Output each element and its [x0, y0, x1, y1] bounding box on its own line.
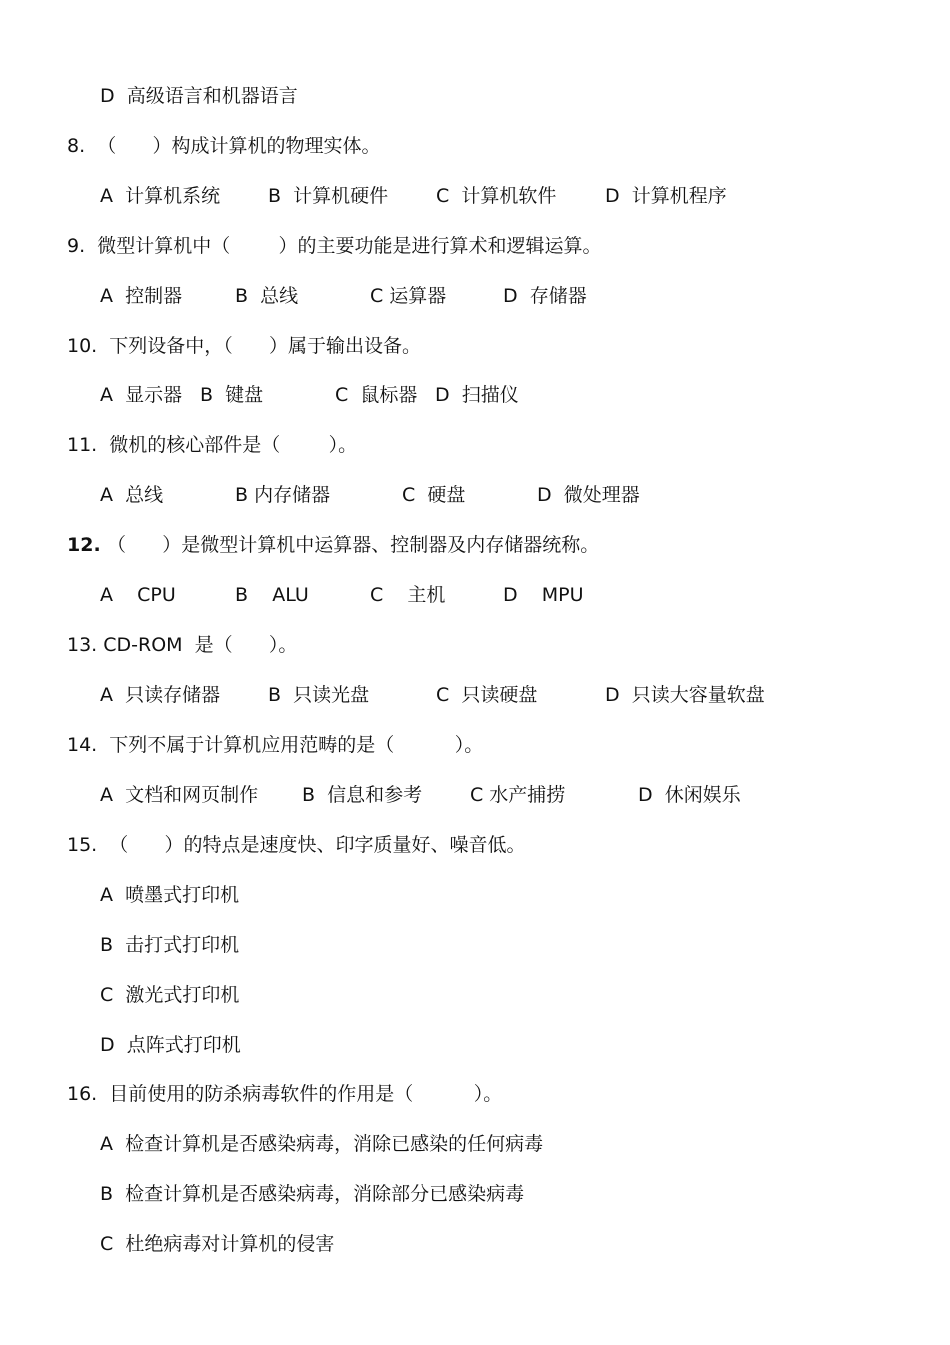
option-d: D 计算机程序 — [605, 185, 727, 207]
option-a: A 只读存储器 — [100, 684, 221, 706]
question-8-options — [100, 183, 727, 209]
option-c: C 运算器 — [370, 285, 447, 307]
question-number: 12. — [67, 534, 101, 556]
option-line — [100, 83, 298, 109]
option-d — [100, 1032, 241, 1058]
option-d: D 存储器 — [503, 285, 587, 307]
option-c: C 硬盘 — [402, 484, 466, 506]
question-14 — [67, 732, 484, 758]
option-a: A CPU — [100, 584, 176, 606]
option-a — [100, 882, 240, 908]
question-12 — [67, 532, 600, 558]
question-10 — [67, 333, 422, 359]
question-text: 16. 目前使用的防杀病毒软件的作用是（ ）。 — [67, 1083, 503, 1105]
option-text: B 击打式打印机 — [100, 934, 240, 956]
option-c: C 水产捕捞 — [470, 784, 566, 806]
option-b: B 键盘 — [200, 384, 264, 406]
option-c — [100, 1231, 335, 1257]
option-b — [100, 932, 240, 958]
question-15 — [67, 832, 526, 858]
option-a: A 显示器 — [100, 384, 183, 406]
option-a: A 总线 — [100, 484, 164, 506]
question-text: 13. CD-ROM 是（ ）。 — [67, 634, 298, 656]
option-c: C 鼠标器 — [335, 384, 418, 406]
option-a: A 计算机系统 — [100, 185, 221, 207]
question-11-options — [100, 482, 640, 508]
option-a: A 控制器 — [100, 285, 183, 307]
option-text: D 点阵式打印机 — [100, 1034, 241, 1056]
question-13 — [67, 632, 298, 658]
option-text: A 检查计算机是否感染病毒，消除已感染的任何病毒 — [100, 1133, 544, 1155]
option-b: B 只读光盘 — [268, 684, 370, 706]
question-text: 14. 下列不属于计算机应用范畴的是（ ）。 — [67, 734, 484, 756]
option-text: C 杜绝病毒对计算机的侵害 — [100, 1233, 335, 1255]
question-text: 15. （ ）的特点是速度快、印字质量好、噪音低。 — [67, 834, 526, 856]
option-d: D 扫描仪 — [435, 384, 519, 406]
option-c — [100, 982, 240, 1008]
option-b: B ALU — [235, 584, 309, 606]
question-12-options — [100, 582, 584, 608]
option-b: B 信息和参考 — [302, 784, 423, 806]
question-text: 10. 下列设备中，（ ）属于输出设备。 — [67, 335, 422, 357]
question-9 — [67, 233, 602, 259]
option-text: C 激光式打印机 — [100, 984, 240, 1006]
question-9-options — [100, 283, 587, 309]
option-d: D 只读大容量软盘 — [605, 684, 765, 706]
question-13-options — [100, 682, 765, 708]
option-text: D 高级语言和机器语言 — [100, 85, 298, 107]
option-text: B 检查计算机是否感染病毒，消除部分已感染病毒 — [100, 1183, 525, 1205]
question-8 — [67, 133, 381, 159]
option-d: D 微处理器 — [537, 484, 640, 506]
option-b — [100, 1181, 525, 1207]
question-text: 9. 微型计算机中（ ）的主要功能是进行算术和逻辑运算。 — [67, 235, 602, 257]
question-text: 11. 微机的核心部件是（ ）。 — [67, 434, 358, 456]
question-10-options — [100, 382, 519, 408]
question-text: 8. （ ）构成计算机的物理实体。 — [67, 135, 381, 157]
option-b: B 计算机硬件 — [268, 185, 389, 207]
question-14-options — [100, 782, 741, 808]
option-text: A 喷墨式打印机 — [100, 884, 240, 906]
option-c: C 主机 — [370, 584, 446, 606]
option-d: D 休闲娱乐 — [638, 784, 741, 806]
option-c: C 计算机软件 — [436, 185, 557, 207]
option-a — [100, 1131, 544, 1157]
option-d: D MPU — [503, 584, 584, 606]
option-b: B 总线 — [235, 285, 299, 307]
question-16 — [67, 1081, 503, 1107]
option-a: A 文档和网页制作 — [100, 784, 259, 806]
question-11 — [67, 432, 358, 458]
option-b: B 内存储器 — [235, 484, 331, 506]
option-c: C 只读硬盘 — [436, 684, 538, 706]
question-text: （ ）是微型计算机中运算器、控制器及内存储器统称。 — [107, 534, 600, 556]
